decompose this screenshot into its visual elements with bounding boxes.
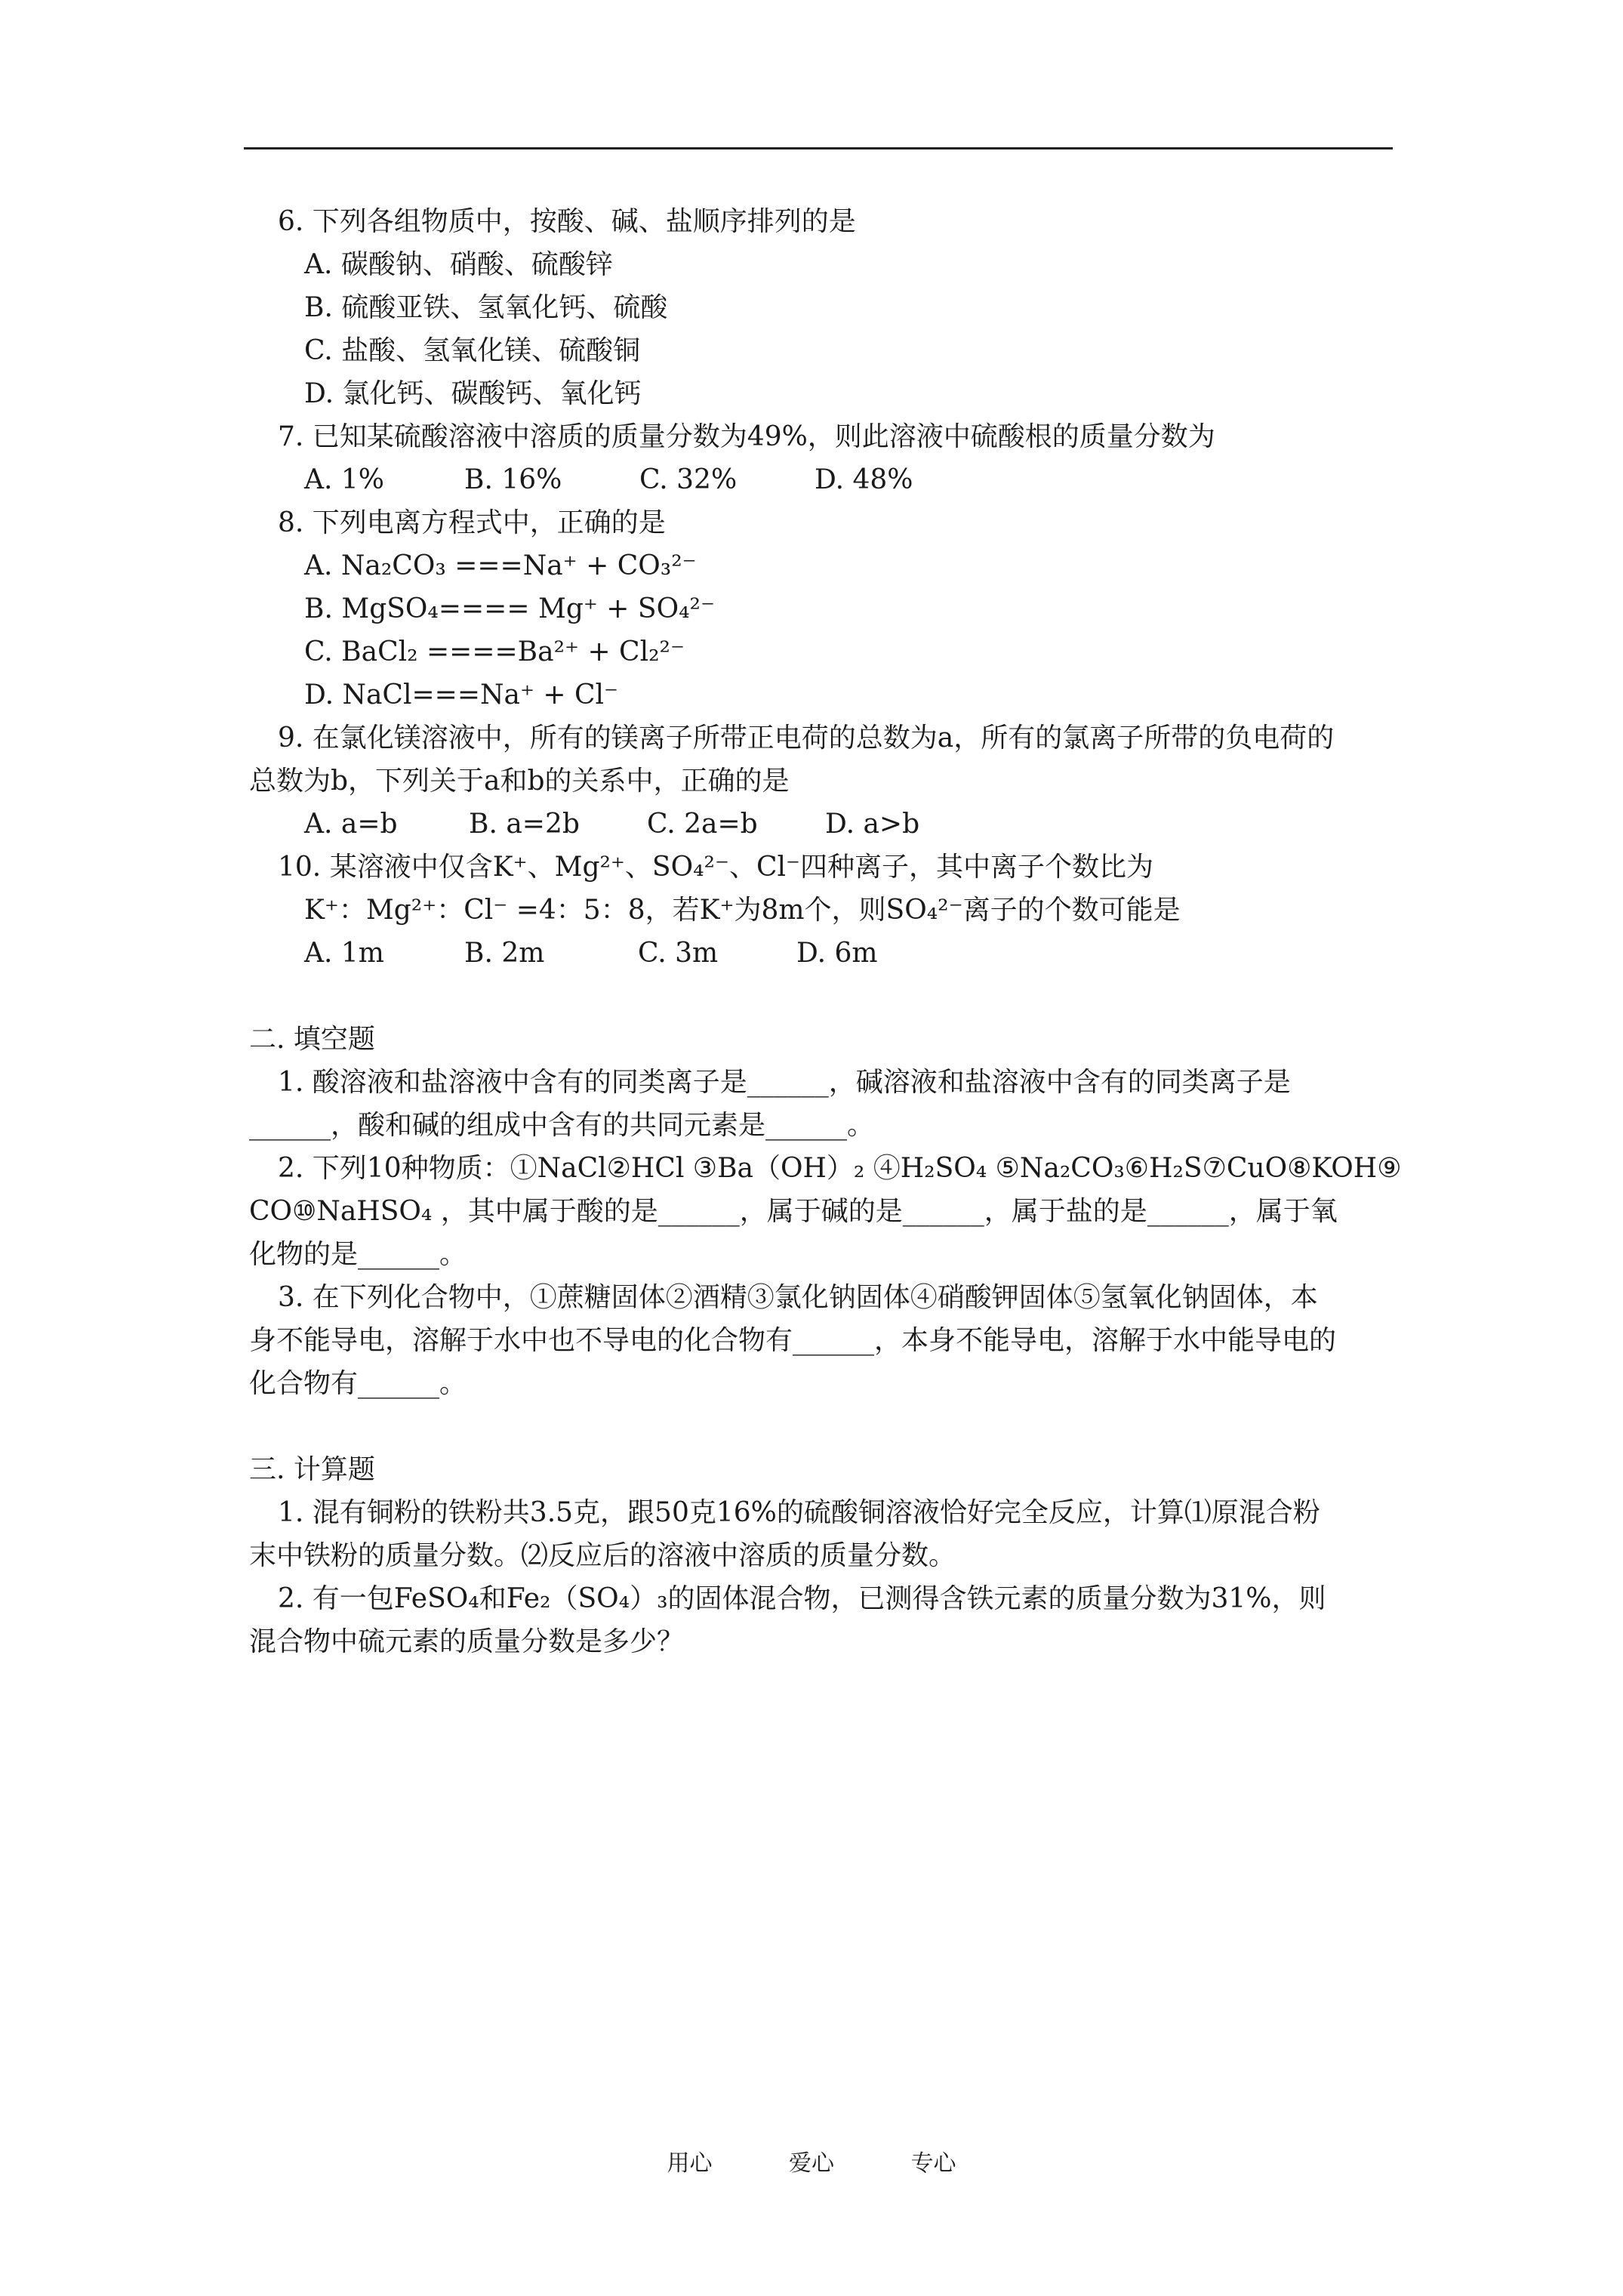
question-7-stem: 7. 已知某硫酸溶液中溶质的质量分数为49%，则此溶液中硫酸根的质量分数为 xyxy=(278,421,1215,452)
calc-question-1-line1: 1. 混有铜粉的铁粉共3.5克，跟50克16%的硫酸铜溶液恰好完全反应，计算⑴原混合粉 xyxy=(278,1497,1320,1528)
fill-question-3-line1: 3. 在下列化合物中，①蔗糖固体②酒精③氯化钠固体④硝酸钾固体⑤氢氧化钠固体，本 xyxy=(278,1282,1318,1313)
question-9-option-b: B. a=2b xyxy=(469,809,580,840)
question-6-option-b: B. 硫酸亚铁、氢氧化钙、硫酸 xyxy=(304,292,668,323)
question-6-option-a: A. 碳酸钠、硝酸、硫酸锌 xyxy=(304,249,613,280)
question-6-option-d: D. 氯化钙、碳酸钙、氧化钙 xyxy=(304,378,642,409)
question-7-option-c: C. 32% xyxy=(639,464,738,495)
fill-question-1-line2: ______，酸和碱的组成中含有的共同元素是______。 xyxy=(249,1110,875,1141)
footer-text-2: 爱心 xyxy=(789,2150,834,2177)
question-10-option-a: A. 1m xyxy=(304,938,384,969)
question-7-option-a: A. 1% xyxy=(304,464,384,495)
fill-question-1-line1: 1. 酸溶液和盐溶液中含有的同类离子是______，碱溶液和盐溶液中含有的同类离子是 xyxy=(278,1067,1291,1098)
calc-question-2-line2: 混合物中硫元素的质量分数是多少？ xyxy=(249,1626,685,1657)
question-6-stem: 6. 下列各组物质中，按酸、碱、盐顺序排列的是 xyxy=(278,206,856,237)
question-10-option-d: D. 6m xyxy=(796,938,878,969)
question-10-option-b: B. 2m xyxy=(464,938,545,969)
header-rule xyxy=(244,147,1393,149)
page-footer xyxy=(0,2144,1623,2177)
section-2-heading: 二. 填空题 xyxy=(249,1024,375,1055)
question-8-option-d: D. NaCl===Na⁺ + Cl⁻ xyxy=(304,680,619,710)
spacer xyxy=(249,975,1393,1018)
question-8-option-b: B. MgSO₄==== Mg⁺ + SO₄²⁻ xyxy=(304,593,715,624)
question-9-option-d: D. a>b xyxy=(825,809,920,840)
fill-question-2-line1: 2. 下列10种物质：①NaCl②HCl ③Ba（OH）₂ ④H₂SO₄ ⑤Na₂CO₃⑥H₂S⑦CuO⑧KOH⑨ xyxy=(278,1153,1402,1184)
question-8-stem: 8. 下列电离方程式中，正确的是 xyxy=(278,507,666,538)
fill-question-2-line2: CO⑩NaHSO₄ ，其中属于酸的是______，属于碱的是______，属于盐的是______，属于氧 xyxy=(249,1196,1338,1227)
question-7-option-b: B. 16% xyxy=(464,464,562,495)
question-7-options xyxy=(249,458,1393,501)
footer-text-1: 用心 xyxy=(667,2150,713,2177)
question-8-option-a: A. Na₂CO₃ ===Na⁺ + CO₃²⁻ xyxy=(304,550,697,581)
calc-question-2-line1: 2. 有一包FeSO₄和Fe₂（SO₄）₃的固体混合物，已测得含铁元素的质量分数为31%，则 xyxy=(278,1583,1326,1614)
question-9-stem-line2: 总数为b，下列关于a和b的关系中，正确的是 xyxy=(249,766,790,797)
document-body xyxy=(249,200,1402,1663)
section-3-heading: 三. 计算题 xyxy=(249,1454,375,1485)
spacer xyxy=(249,1405,1393,1448)
fill-question-3-line2: 身不能导电，溶解于水中也不导电的化合物有______，本身不能导电，溶解于水中能导电的 xyxy=(249,1325,1337,1356)
question-6-option-c: C. 盐酸、氢氧化镁、硫酸铜 xyxy=(304,335,641,366)
question-10-stem-line1: 10. 某溶液中仅含K⁺、Mg²⁺、SO₄²⁻、Cl⁻四种离子，其中离子个数比为 xyxy=(278,852,1154,883)
question-10-options xyxy=(249,932,1393,975)
question-10-option-c: C. 3m xyxy=(638,938,719,969)
question-9-option-a: A. a=b xyxy=(304,809,398,840)
question-9-stem-line1: 9. 在氯化镁溶液中，所有的镁离子所带正电荷的总数为a，所有的氯离子所带的负电荷的 xyxy=(278,723,1335,754)
footer-text-3: 专心 xyxy=(910,2150,956,2177)
question-7-option-d: D. 48% xyxy=(815,464,913,495)
question-9-options xyxy=(249,803,1393,846)
calc-question-1-line2: 末中铁粉的质量分数。⑵反应后的溶液中溶质的质量分数。 xyxy=(249,1540,956,1571)
question-8-option-c: C. BaCl₂ ====Ba²⁺ + Cl₂²⁻ xyxy=(304,636,685,667)
fill-question-3-line3: 化合物有______。 xyxy=(249,1368,467,1399)
question-10-stem-line2: K⁺：Mg²⁺：Cl⁻ =4：5：8，若K⁺为8m个，则SO₄²⁻离子的个数可能是 xyxy=(304,895,1181,926)
question-9-option-c: C. 2a=b xyxy=(647,809,758,840)
fill-question-2-line3: 化物的是______。 xyxy=(249,1239,467,1270)
